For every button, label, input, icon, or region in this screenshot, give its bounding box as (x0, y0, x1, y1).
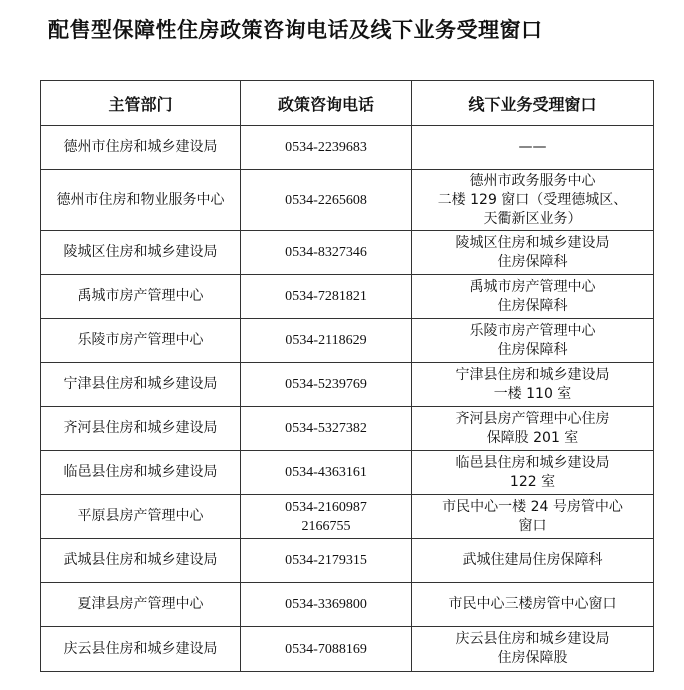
department-cell: 德州市住房和城乡建设局 (41, 126, 241, 170)
phone-number: 0534-2265608 (285, 192, 367, 208)
table-row (41, 495, 654, 539)
department-cell: 乐陵市房产管理中心 (41, 319, 241, 363)
phone-cell (241, 583, 412, 627)
phone-number: 2166755 (301, 518, 351, 534)
window-line: 德州市政务服务中心 (469, 172, 596, 189)
window-cell (412, 170, 654, 231)
table-row (41, 627, 654, 672)
window-line: 二楼 129 窗口（受理德城区、 (437, 191, 628, 208)
phone-number: 0534-2160987 (285, 499, 367, 515)
window-line: 窗口 (518, 517, 547, 534)
window-line: 一楼 110 室 (493, 385, 572, 402)
window-line: 陵城区住房和城乡建设局 (455, 234, 610, 251)
window-line: 住房保障科 (497, 297, 568, 314)
table-row (41, 407, 654, 451)
window-line: 庆云县住房和城乡建设局 (455, 631, 610, 647)
contacts-table (40, 80, 654, 672)
window-cell (412, 275, 654, 319)
phone-cell (241, 126, 412, 170)
phone-cell (241, 451, 412, 495)
department-cell: 武城县住房和城乡建设局 (41, 539, 241, 583)
window-line: 住房保障股 (497, 650, 568, 666)
department-cell: 德州市住房和物业服务中心 (41, 170, 241, 231)
department-cell: 夏津县房产管理中心 (41, 583, 241, 627)
phone-cell (241, 539, 412, 583)
page-title: 配售型保障性住房政策咨询电话及线下业务受理窗口 (48, 18, 543, 42)
window-line: 保障股 201 室 (486, 429, 579, 446)
window-line: 市民中心三楼房管中心窗口 (448, 596, 617, 612)
header-phone: 政策咨询电话 (241, 81, 412, 126)
window-cell (412, 627, 654, 672)
phone-number: 0534-3369800 (285, 597, 367, 612)
phone-cell (241, 231, 412, 275)
header-department: 主管部门 (41, 81, 241, 126)
window-line: 市民中心一楼 24 号房管中心 (442, 498, 623, 515)
phone-number: 0534-5239769 (285, 377, 367, 392)
window-line: 住房保障科 (497, 253, 568, 270)
phone-cell (241, 170, 412, 231)
department-cell: 平原县房产管理中心 (41, 495, 241, 539)
window-line: 宁津县住房和城乡建设局 (455, 366, 610, 383)
window-cell (412, 126, 654, 170)
window-cell (412, 363, 654, 407)
department-cell: 陵城区住房和城乡建设局 (41, 231, 241, 275)
window-line: —— (518, 139, 547, 155)
phone-number: 0534-2239683 (285, 140, 367, 155)
department-cell: 临邑县住房和城乡建设局 (41, 451, 241, 495)
window-cell (412, 231, 654, 275)
window-line: 住房保障科 (497, 341, 568, 358)
phone-number: 0534-7088169 (285, 641, 367, 657)
phone-cell (241, 319, 412, 363)
department-cell: 庆云县住房和城乡建设局 (41, 627, 241, 672)
table-row (41, 170, 654, 231)
table-row (41, 231, 654, 275)
table-row (41, 275, 654, 319)
window-line: 122 室 (509, 473, 556, 490)
window-line: 临邑县住房和城乡建设局 (455, 454, 610, 471)
window-cell (412, 407, 654, 451)
window-line: 武城住建局住房保障科 (462, 552, 603, 568)
department-cell: 宁津县住房和城乡建设局 (41, 363, 241, 407)
header-window: 线下业务受理窗口 (412, 81, 654, 126)
window-line: 乐陵市房产管理中心 (469, 322, 596, 339)
phone-cell (241, 495, 412, 539)
window-cell (412, 495, 654, 539)
phone-cell (241, 627, 412, 672)
table-header-row (41, 81, 654, 126)
table-row (41, 539, 654, 583)
phone-number: 0534-7281821 (285, 289, 367, 304)
phone-number: 0534-5327382 (285, 421, 367, 436)
phone-cell (241, 407, 412, 451)
window-cell (412, 451, 654, 495)
phone-number: 0534-4363161 (285, 465, 367, 480)
window-cell (412, 539, 654, 583)
phone-number: 0534-2179315 (285, 553, 367, 568)
table-row (41, 583, 654, 627)
window-line: 齐河县房产管理中心住房 (455, 410, 610, 427)
table-row (41, 363, 654, 407)
phone-cell (241, 275, 412, 319)
phone-cell (241, 363, 412, 407)
department-cell: 齐河县住房和城乡建设局 (41, 407, 241, 451)
window-cell (412, 583, 654, 627)
window-cell (412, 319, 654, 363)
window-line: 天衢新区业务） (483, 210, 582, 227)
department-cell: 禹城市房产管理中心 (41, 275, 241, 319)
table-row (41, 126, 654, 170)
table-row (41, 451, 654, 495)
window-line: 禹城市房产管理中心 (469, 278, 596, 295)
phone-number: 0534-8327346 (285, 245, 367, 260)
table-body (41, 126, 654, 672)
table-row (41, 319, 654, 363)
phone-number: 0534-2118629 (285, 333, 367, 348)
